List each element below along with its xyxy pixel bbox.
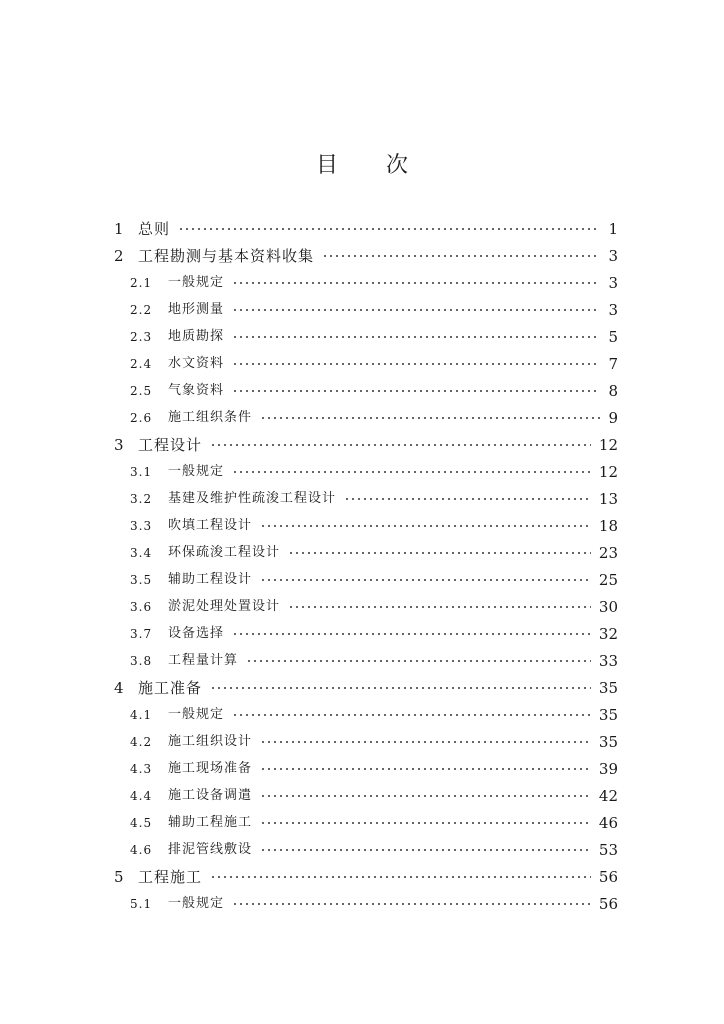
- toc-entry-title: 基建及维护性疏浚工程设计: [168, 491, 337, 506]
- toc-entry-title: 地质勘探: [168, 329, 225, 344]
- toc-entry-title: 水文资料: [168, 356, 225, 371]
- toc-entry[interactable]: [0, 403, 724, 430]
- toc-leader-dots: [260, 795, 591, 797]
- toc-entry-page: 5: [608, 328, 618, 346]
- toc-entry-page: 3: [608, 247, 618, 265]
- toc-leader-dots: [232, 633, 591, 635]
- toc-entry-number: 3.7: [130, 627, 153, 641]
- toc-entry-number: 4.2: [130, 735, 153, 749]
- toc-entry[interactable]: [0, 889, 724, 916]
- toc-leader-dots: [232, 390, 600, 392]
- toc-entry[interactable]: [0, 808, 724, 835]
- toc-entry-page: 32: [598, 625, 618, 643]
- toc-leader-dots: [260, 525, 591, 527]
- toc-entry-page: 39: [598, 760, 618, 778]
- toc-entry-page: 42: [598, 787, 618, 805]
- toc-leader-dots: [232, 309, 600, 311]
- toc-entry-number: 1: [114, 220, 124, 238]
- toc-entry-title: 一般规定: [168, 707, 225, 722]
- toc-entry-page: 35: [598, 679, 618, 697]
- toc-entry-title: 排泥管线敷设: [168, 842, 253, 857]
- toc-entry-number: 2: [114, 247, 124, 265]
- toc-entry-page: 3: [608, 301, 618, 319]
- toc-entry-title: 总则: [138, 220, 171, 238]
- toc-entry-page: 35: [598, 733, 618, 751]
- toc-entry-number: 2.4: [130, 357, 153, 371]
- toc-entry-number: 3.6: [130, 600, 153, 614]
- toc-entry[interactable]: [0, 781, 724, 808]
- toc-entry-page: 18: [598, 517, 618, 535]
- toc-entry-title: 设备选择: [168, 626, 225, 641]
- toc-entry-page: 35: [598, 706, 618, 724]
- toc-entry[interactable]: [0, 754, 724, 781]
- toc-leader-dots: [232, 336, 600, 338]
- toc-entry[interactable]: [0, 349, 724, 376]
- toc-entry[interactable]: [0, 295, 724, 322]
- toc-entry[interactable]: [0, 241, 724, 268]
- toc-entry[interactable]: [0, 322, 724, 349]
- toc-leader-dots: [178, 228, 600, 230]
- toc-leader-dots: [260, 579, 591, 581]
- toc-entry-page: 33: [598, 652, 618, 670]
- toc-entry[interactable]: [0, 592, 724, 619]
- toc-entry[interactable]: [0, 619, 724, 646]
- toc-entry-page: 56: [598, 895, 618, 913]
- toc-entry-number: 4.1: [130, 708, 153, 722]
- toc-entry-title: 施工设备调遣: [168, 788, 253, 803]
- toc-entry[interactable]: [0, 673, 724, 700]
- toc-entry[interactable]: [0, 835, 724, 862]
- toc-entry-title: 工程勘测与基本资料收集: [138, 247, 315, 265]
- toc-entry-title: 施工准备: [138, 679, 203, 697]
- toc-entry[interactable]: [0, 511, 724, 538]
- toc-entry-title: 气象资料: [168, 383, 225, 398]
- toc-leader-dots: [288, 552, 591, 554]
- toc-leader-dots: [260, 417, 600, 419]
- toc-entry-page: 30: [598, 598, 618, 616]
- toc-entry-page: 1: [608, 220, 618, 238]
- toc-entry-page: 9: [608, 409, 618, 427]
- table-of-contents: [0, 214, 724, 916]
- toc-entry-page: 23: [598, 544, 618, 562]
- toc-entry[interactable]: [0, 268, 724, 295]
- toc-leader-dots: [246, 660, 591, 662]
- toc-entry-title: 淤泥处理处置设计: [168, 599, 281, 614]
- toc-leader-dots: [260, 822, 591, 824]
- toc-leader-dots: [322, 255, 600, 257]
- toc-entry[interactable]: [0, 727, 724, 754]
- toc-leader-dots: [210, 876, 591, 878]
- toc-entry-title: 辅助工程设计: [168, 572, 253, 587]
- toc-entry-page: 8: [608, 382, 618, 400]
- toc-entry-title: 施工组织设计: [168, 734, 253, 749]
- toc-entry-title: 一般规定: [168, 464, 225, 479]
- toc-entry[interactable]: [0, 376, 724, 403]
- toc-leader-dots: [260, 849, 591, 851]
- toc-entry-title: 工程设计: [138, 436, 203, 454]
- toc-entry-title: 施工组织条件: [168, 410, 253, 425]
- toc-entry[interactable]: [0, 538, 724, 565]
- toc-entry-number: 3.2: [130, 492, 153, 506]
- toc-leader-dots: [232, 714, 591, 716]
- toc-entry[interactable]: [0, 430, 724, 457]
- toc-leader-dots: [260, 741, 591, 743]
- toc-entry-title: 环保疏浚工程设计: [168, 545, 281, 560]
- toc-entry-number: 4.3: [130, 762, 153, 776]
- toc-entry[interactable]: [0, 484, 724, 511]
- toc-entry-number: 4.6: [130, 843, 153, 857]
- toc-entry-page: 46: [598, 814, 618, 832]
- toc-entry-page: 12: [598, 463, 618, 481]
- toc-entry-title: 地形测量: [168, 302, 225, 317]
- toc-entry-number: 4.4: [130, 789, 153, 803]
- toc-entry-number: 2.6: [130, 411, 153, 425]
- toc-entry-page: 13: [598, 490, 618, 508]
- toc-leader-dots: [210, 687, 591, 689]
- toc-entry-title: 一般规定: [168, 275, 225, 290]
- toc-entry[interactable]: [0, 700, 724, 727]
- toc-entry-title: 辅助工程施工: [168, 815, 253, 830]
- toc-entry-title: 工程量计算: [168, 653, 239, 668]
- toc-leader-dots: [260, 768, 591, 770]
- toc-entry-number: 4.5: [130, 816, 153, 830]
- toc-leader-dots: [344, 498, 591, 500]
- toc-entry-title: 施工现场准备: [168, 761, 253, 776]
- toc-entry-number: 3.5: [130, 573, 153, 587]
- toc-entry-number: 3.8: [130, 654, 153, 668]
- toc-entry[interactable]: [0, 214, 724, 241]
- toc-entry-page: 25: [598, 571, 618, 589]
- toc-entry-title: 工程施工: [138, 868, 203, 886]
- toc-entry-number: 2.3: [130, 330, 153, 344]
- toc-entry-page: 7: [608, 355, 618, 373]
- toc-entry-number: 4: [114, 679, 124, 697]
- toc-entry-page: 53: [598, 841, 618, 859]
- toc-entry[interactable]: [0, 457, 724, 484]
- toc-entry-number: 3.1: [130, 465, 153, 479]
- toc-entry-number: 3.4: [130, 546, 153, 560]
- toc-entry-number: 5: [114, 868, 124, 886]
- toc-entry-page: 12: [598, 436, 618, 454]
- toc-leader-dots: [288, 606, 591, 608]
- toc-entry-number: 3.3: [130, 519, 153, 533]
- toc-leader-dots: [232, 903, 591, 905]
- toc-entry-number: 5.1: [130, 897, 153, 911]
- toc-leader-dots: [232, 282, 600, 284]
- page-title: 目次: [315, 153, 456, 178]
- toc-entry-number: 3: [114, 436, 124, 454]
- toc-entry-title: 一般规定: [168, 896, 225, 911]
- toc-entry[interactable]: [0, 565, 724, 592]
- toc-entry-number: 2.5: [130, 384, 153, 398]
- toc-leader-dots: [210, 444, 591, 446]
- toc-entry-number: 2.2: [130, 303, 153, 317]
- toc-entry[interactable]: [0, 862, 724, 889]
- toc-leader-dots: [232, 471, 591, 473]
- toc-entry-number: 2.1: [130, 276, 153, 290]
- toc-leader-dots: [232, 363, 600, 365]
- toc-entry-title: 吹填工程设计: [168, 518, 253, 533]
- toc-entry-page: 3: [608, 274, 618, 292]
- toc-entry-page: 56: [598, 868, 618, 886]
- toc-entry[interactable]: [0, 646, 724, 673]
